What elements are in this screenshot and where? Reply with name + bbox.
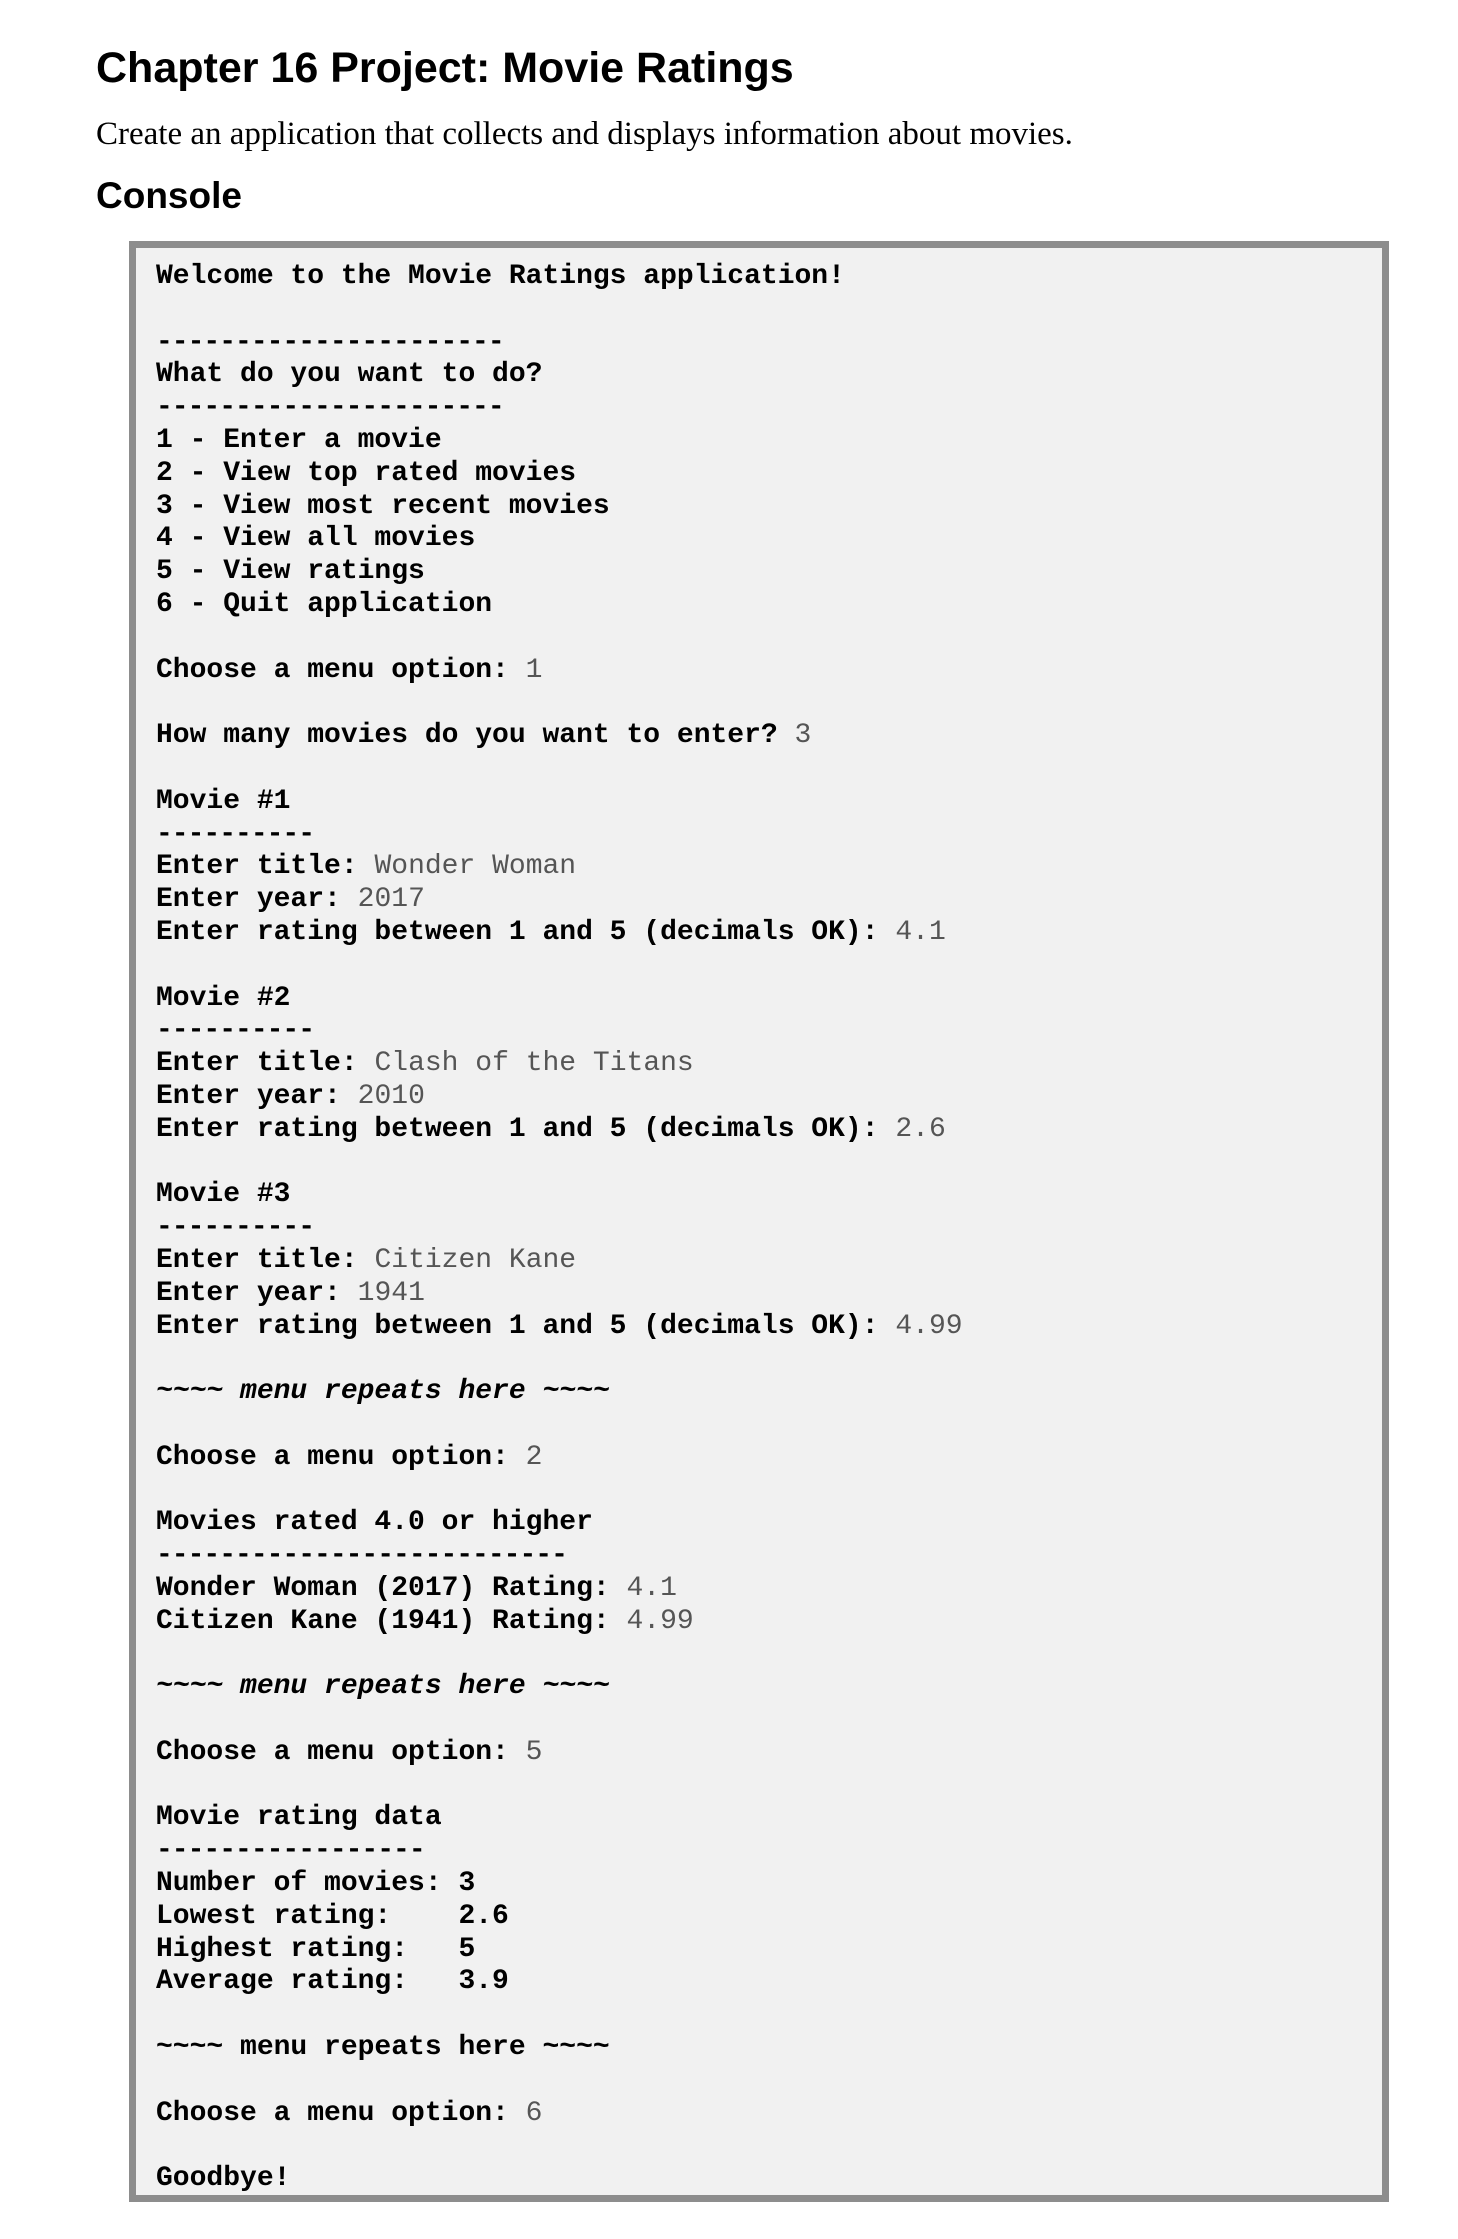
stats-heading: Movie rating data [156,1802,442,1834]
blank-line [156,687,1370,720]
top-rated-value: 4.1 [626,1572,677,1604]
stats-row [156,1966,1370,1999]
title-label: Enter title [156,1244,341,1276]
menu-item: 1 - Enter a movie [156,424,442,456]
year-line: Enter year: 2010 [156,1080,425,1112]
year-label: Enter year [156,1080,325,1112]
choose-option-label: Choose a menu option: [156,1736,509,1768]
stats-row [156,1868,1370,1901]
choose-option-line [156,1442,1370,1475]
menu-repeats-note: ~~~~ menu repeats here ~~~~ [156,1376,610,1408]
choose-option-label: Choose a menu option: [156,2097,509,2129]
movie-heading: Movie #2 [156,982,291,1014]
menu-item: 6 - Quit application [156,588,493,620]
stats-value: 3 [458,1868,476,1900]
movie-heading: Movie #3 [156,1179,291,1211]
stats-label: Highest rating: [156,1933,459,1965]
console-text [156,261,1370,2196]
choose-option-line [156,655,1370,688]
blank-line [156,1704,1370,1737]
menu-rule: ---------------------- [156,392,504,424]
movie-rule: ---------- [156,1212,315,1244]
top-rated-row: Citizen Kane (1941) Rating: 4.99 [156,1605,694,1637]
stats-value: 3.9 [458,1966,509,1998]
title-label: Enter title [156,1048,341,1080]
menu-item: 5 - View ratings [156,556,425,588]
menu-repeats-note: ~~~~ menu repeats here ~~~~ [156,2032,610,2064]
menu-repeats-note: ~~~~ menu repeats here ~~~~ [156,1671,610,1703]
title-value: Clash of the Titans [374,1048,694,1080]
blank-line [156,1409,1370,1442]
menu-rule: ---------------------- [156,326,504,358]
year-value: 1941 [357,1277,425,1309]
blank-line [156,622,1370,655]
title-line: Enter title: Wonder Woman [156,851,577,883]
menu-item: 2 - View top rated movies [156,457,577,489]
blank-line [156,1770,1370,1803]
blank-line [156,1999,1370,2032]
blank-line [156,2130,1370,2163]
rating-value: 2.6 [895,1113,946,1145]
year-line: Enter year: 2017 [156,884,425,916]
top-rated-label: Wonder Woman (2017) Rating [156,1572,593,1604]
blank-line [156,753,1370,786]
rating-label: Enter rating between 1 and 5 (decimals OK) [156,1113,862,1145]
title-value: Wonder Woman [374,851,577,883]
year-label: Enter year [156,1277,325,1309]
stats-value: 2.6 [458,1900,509,1932]
rating-line: Enter rating between 1 and 5 (decimals OK): 2.6 [156,1113,946,1145]
choose-option-line [156,1737,1370,1770]
blank-line [156,1343,1370,1376]
title-value: Citizen Kane [374,1244,577,1276]
choose-option-line [156,2098,1370,2131]
choose-option-label: Choose a menu option: [156,654,509,686]
movie-rule: ---------- [156,818,315,850]
rating-line: Enter rating between 1 and 5 (decimals OK): 4.1 [156,916,946,948]
rating-label: Enter rating between 1 and 5 (decimals OK) [156,916,862,948]
how-many-label: How many movies do you want to enter? [156,720,778,752]
choose-option-value: 2 [525,1441,543,1473]
page-title: Chapter 16 Project: Movie Ratings [96,44,794,92]
rating-label: Enter rating between 1 and 5 (decimals OK) [156,1310,862,1342]
year-label: Enter year [156,884,325,916]
console-heading: Console [96,175,242,216]
movie-rule: ---------- [156,1015,315,1047]
blank-line [156,1147,1370,1180]
blank-line [156,1638,1370,1671]
rating-line: Enter rating between 1 and 5 (decimals OK): 4.99 [156,1310,963,1342]
stats-rule: ----------------- [156,1835,425,1867]
choose-option-value: 5 [525,1736,543,1768]
rating-value: 4.99 [895,1310,963,1342]
top-rated-row: Wonder Woman (2017) Rating: 4.1 [156,1572,677,1604]
title-label: Enter title [156,851,341,883]
blank-line [156,2065,1370,2098]
top-rated-label: Citizen Kane (1941) Rating [156,1605,593,1637]
top-rated-value: 4.99 [626,1605,694,1637]
blank-line [156,1474,1370,1507]
top-rated-rule: -------------------------- [156,1540,567,1572]
stats-label: Lowest rating: [156,1900,459,1932]
stats-row [156,1934,1370,1967]
year-line: Enter year: 1941 [156,1277,425,1309]
year-value: 2010 [357,1080,425,1112]
top-rated-heading: Movies rated 4.0 or higher [156,1507,593,1539]
stats-value: 5 [458,1933,476,1965]
title-line: Enter title: Clash of the Titans [156,1048,694,1080]
menu-prompt: What do you want to do? [156,359,543,391]
stats-label: Number of movies: [156,1868,459,1900]
choose-option-value: 1 [525,654,543,686]
choose-option-value: 6 [525,2097,543,2129]
blank-line [156,294,1370,327]
menu-item: 4 - View all movies [156,523,476,555]
year-value: 2017 [357,884,425,916]
blank-line [156,950,1370,983]
movie-heading: Movie #1 [156,785,291,817]
welcome-line: Welcome to the Movie Ratings application! [156,261,845,292]
menu-item: 3 - View most recent movies [156,490,610,522]
goodbye-line: Goodbye! [156,2163,291,2195]
title-line: Enter title: Citizen Kane [156,1244,577,1276]
stats-row [156,1901,1370,1934]
how-many-value: 3 [794,720,812,752]
rating-value: 4.1 [895,916,946,948]
stats-label: Average rating: [156,1966,459,1998]
console-output [129,241,1389,2202]
intro-text: Create an application that collects and displays information about movies. [96,116,1073,152]
how-many-line [156,720,1370,753]
choose-option-label: Choose a menu option: [156,1441,509,1473]
